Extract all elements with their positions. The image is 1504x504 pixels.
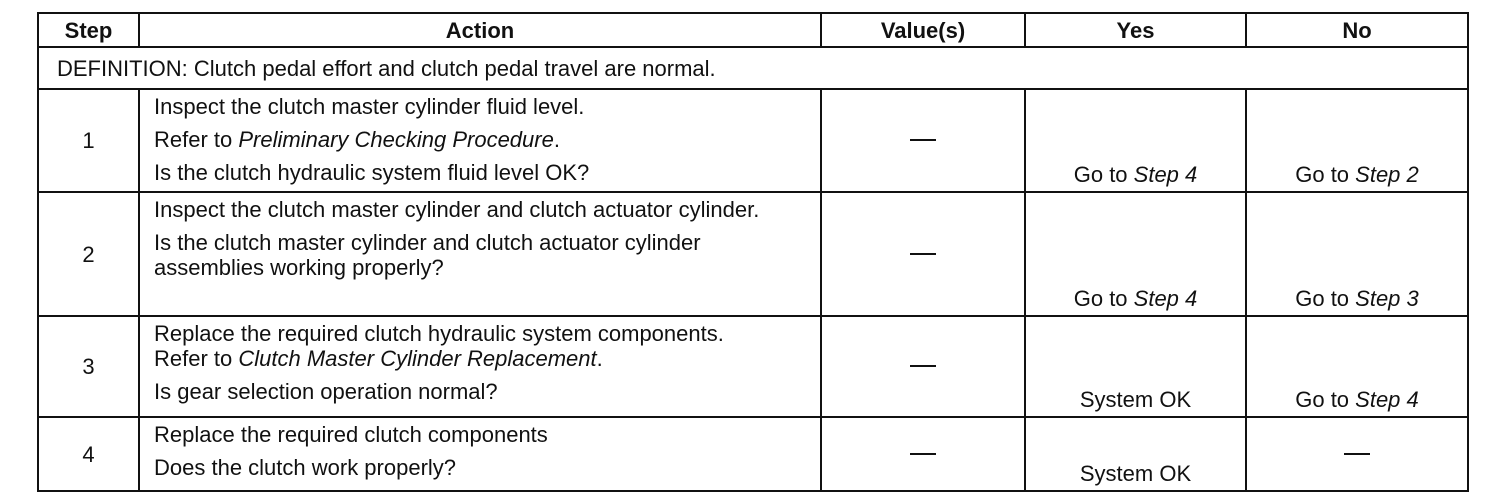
dash-icon (910, 453, 936, 455)
yes-cell: System OK (1025, 316, 1246, 417)
yes-text: Go to (1073, 162, 1134, 187)
definition-row (38, 47, 1468, 89)
yes-cell (1025, 192, 1246, 316)
no-cell (1246, 316, 1468, 417)
action-question: Is the clutch hydraulic system fluid level OK? (154, 160, 590, 185)
step-number: 1 (38, 89, 139, 192)
header-row (38, 13, 1468, 47)
action-cell (139, 89, 821, 192)
table-row (38, 89, 1468, 192)
action-cell (139, 417, 821, 491)
action-cell (139, 316, 821, 417)
no-text: Go to (1295, 162, 1356, 187)
no-step-link[interactable]: Step 3 (1355, 286, 1419, 311)
action-line (154, 346, 810, 371)
dash-icon (1344, 453, 1370, 455)
header-no: No (1246, 13, 1468, 47)
action-line: Inspect the clutch master cylinder and clutch actuator cylinder. (154, 197, 760, 222)
header-values: Value(s) (821, 13, 1025, 47)
step-number: 3 (38, 316, 139, 417)
header-action: Action (139, 13, 821, 47)
yes-text: Go to (1073, 286, 1134, 311)
no-text: Go to (1295, 286, 1356, 311)
action-text: Refer to (154, 127, 239, 152)
no-step-link[interactable]: Step 2 (1355, 162, 1419, 187)
action-question: Is gear selection operation normal? (154, 379, 498, 404)
header-step: Step (38, 13, 139, 47)
dash-icon (910, 253, 936, 255)
action-text: . (596, 346, 603, 371)
step-number: 4 (38, 417, 139, 491)
no-cell (1246, 89, 1468, 192)
action-cell (139, 192, 821, 316)
table-row (38, 192, 1468, 316)
yes-step-link[interactable]: Step 4 (1133, 286, 1198, 311)
step-number: 2 (38, 192, 139, 316)
table-row (38, 417, 1468, 491)
table-row (38, 316, 1468, 417)
yes-cell (1025, 89, 1246, 192)
no-cell (1246, 417, 1468, 491)
action-line: Inspect the clutch master cylinder fluid level. (154, 94, 585, 119)
no-text: Go to (1295, 387, 1356, 412)
value-cell (821, 192, 1025, 316)
header-yes: Yes (1025, 13, 1246, 47)
reference-link[interactable]: Preliminary Checking Procedure (238, 127, 554, 152)
action-text: . (553, 127, 560, 152)
no-step-link[interactable]: Step 4 (1355, 387, 1419, 412)
action-text: Refer to (154, 346, 239, 371)
value-cell (821, 89, 1025, 192)
action-line: Replace the required clutch components (154, 422, 548, 447)
dash-icon (910, 365, 936, 367)
yes-cell: System OK (1025, 417, 1246, 491)
definition-text: DEFINITION: Clutch pedal effort and clutch pedal travel are normal. (38, 47, 1468, 89)
value-cell (821, 417, 1025, 491)
action-question: Does the clutch work properly? (154, 455, 457, 480)
diagnostic-table (37, 12, 1469, 492)
action-question: Is the clutch master cylinder and clutch actuator cylinder assemblies working properly? (154, 230, 701, 280)
value-cell (821, 316, 1025, 417)
reference-link[interactable]: Clutch Master Cylinder Replacement (238, 346, 597, 371)
dash-icon (910, 139, 936, 141)
no-cell (1246, 192, 1468, 316)
action-line: Replace the required clutch hydraulic system components. (154, 321, 724, 346)
action-line (154, 127, 810, 152)
yes-step-link[interactable]: Step 4 (1133, 162, 1198, 187)
